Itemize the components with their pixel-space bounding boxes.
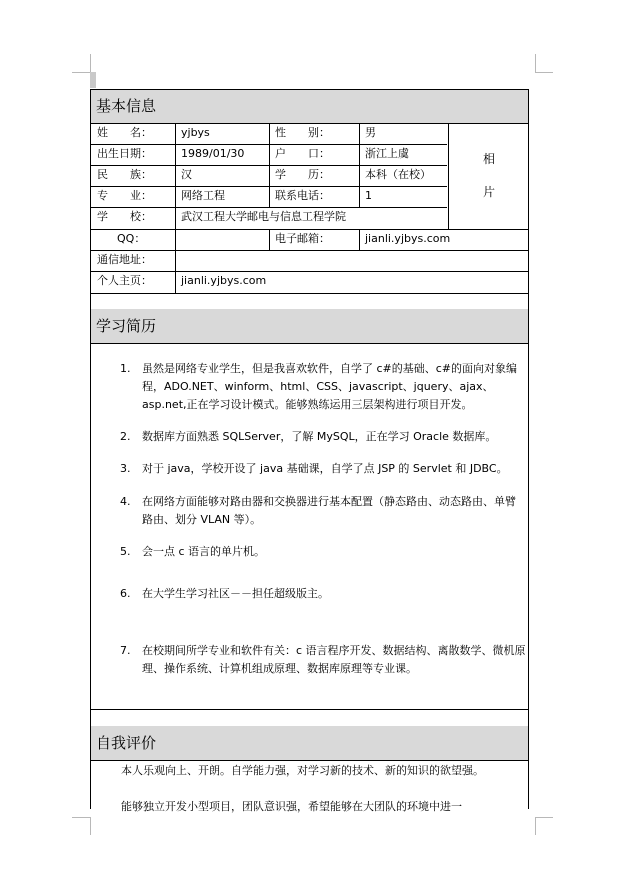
study-item-text: 会一点 c 语言的单片机。 <box>142 545 266 558</box>
major-label: 专 业： <box>97 189 152 202</box>
crop-mark-top-left-vertical <box>90 54 91 72</box>
study-item-text: 在大学生学习社区－－担任超级版主。 <box>142 587 329 600</box>
phone-label: 联系电话： <box>275 189 330 202</box>
study-item <box>120 642 526 678</box>
school-value: 武汉工程大学邮电与信息工程学院 <box>181 210 346 223</box>
study-item-number: 5. <box>120 545 131 558</box>
self-eval-header <box>91 726 528 761</box>
study-item-number: 3. <box>120 462 131 475</box>
birth-date-value: 1989/01/30 <box>181 147 245 160</box>
birth-date-label: 出生日期： <box>97 147 152 160</box>
self-eval-paragraph: 能够独立开发小型项目，团队意识强，希望能够在大团队的环境中进一 <box>121 800 462 813</box>
ethnicity-value: 汉 <box>181 168 192 181</box>
crop-mark-bottom-right-vertical <box>535 817 536 835</box>
qq-label: QQ： <box>117 232 146 245</box>
name-label: 姓 名： <box>97 126 152 139</box>
name-value: yjbys <box>181 126 210 139</box>
crop-mark-bottom-left-vertical <box>90 817 91 835</box>
text-cursor-marker <box>90 72 96 88</box>
study-item-number: 7. <box>120 644 131 657</box>
education-label: 学 历： <box>275 168 330 181</box>
basic-info-header <box>91 90 528 124</box>
self-eval-paragraph: 本人乐观向上、开朗。自学能力强，对学习新的技术、新的知识的欲望强。 <box>121 764 484 777</box>
study-item-number: 4. <box>120 495 131 508</box>
study-item-number: 1. <box>120 362 131 375</box>
email-label: 电子邮箱： <box>275 232 330 245</box>
study-item <box>120 493 526 529</box>
school-label: 学 校： <box>97 210 152 223</box>
crop-mark-bottom-right-horizontal <box>535 817 553 818</box>
study-header <box>91 309 528 344</box>
resume-table <box>90 89 529 813</box>
crop-mark-top-right-vertical <box>535 54 536 72</box>
basic-info-title: 基本信息 <box>96 97 157 115</box>
study-item-text: 虽然是网络专业学生，但是我喜欢软件，自学了 c#的基础、c#的面向对象编程，ADO.NET、winform、html、CSS、javascript、jquery、ajax、asp.net,正在学习设计模式。能够熟练运用三层架构进行项目开发。 <box>142 362 518 411</box>
ethnicity-label: 民 族： <box>97 168 152 181</box>
hukou-value: 浙江上虞 <box>365 147 409 160</box>
crop-mark-top-right-horizontal <box>535 72 553 73</box>
hukou-label: 户 口： <box>275 147 330 160</box>
gender-label: 性 别： <box>275 126 330 139</box>
address-label: 通信地址： <box>97 253 152 266</box>
study-item-text: 对于 java，学校开设了 java 基础课，自学了点 JSP 的 Servlet 和 JDBC。 <box>142 462 508 475</box>
study-title: 学习简历 <box>96 317 157 335</box>
homepage-value: jianli.yjbys.com <box>181 274 267 287</box>
study-item-number: 6. <box>120 587 131 600</box>
education-value: 本科（在校） <box>365 168 431 181</box>
study-item <box>120 360 526 414</box>
study-item <box>120 460 526 478</box>
self-eval-title: 自我评价 <box>96 734 157 752</box>
crop-mark-bottom-left-horizontal <box>72 817 90 818</box>
study-item <box>120 428 526 446</box>
study-item-text: 在校期间所学专业和软件有关：c 语言程序开发、数据结构、离散数学、微机原理、操作系统、计算机组成原理、数据库原理等专业课。 <box>142 644 526 675</box>
crop-mark-top-left-horizontal <box>72 72 90 73</box>
study-item-text: 数据库方面熟悉 SQLServer，了解 MySQL，正在学习 Oracle 数据库。 <box>142 430 497 443</box>
photo-placeholder-line2: 片 <box>483 185 496 199</box>
study-item-text: 在网络方面能够对路由器和交换器进行基本配置（静态路由、动态路由、单臂路由、划分 VLAN 等）。 <box>142 495 516 526</box>
study-item <box>120 585 526 603</box>
homepage-label: 个人主页： <box>97 274 152 287</box>
study-item <box>120 543 526 561</box>
major-value: 网络工程 <box>181 189 225 202</box>
photo-placeholder-line1: 相 <box>483 152 496 166</box>
email-value: jianli.yjbys.com <box>365 232 451 245</box>
phone-value: 1 <box>365 189 372 202</box>
gender-value: 男 <box>365 126 376 139</box>
study-item-number: 2. <box>120 430 131 443</box>
